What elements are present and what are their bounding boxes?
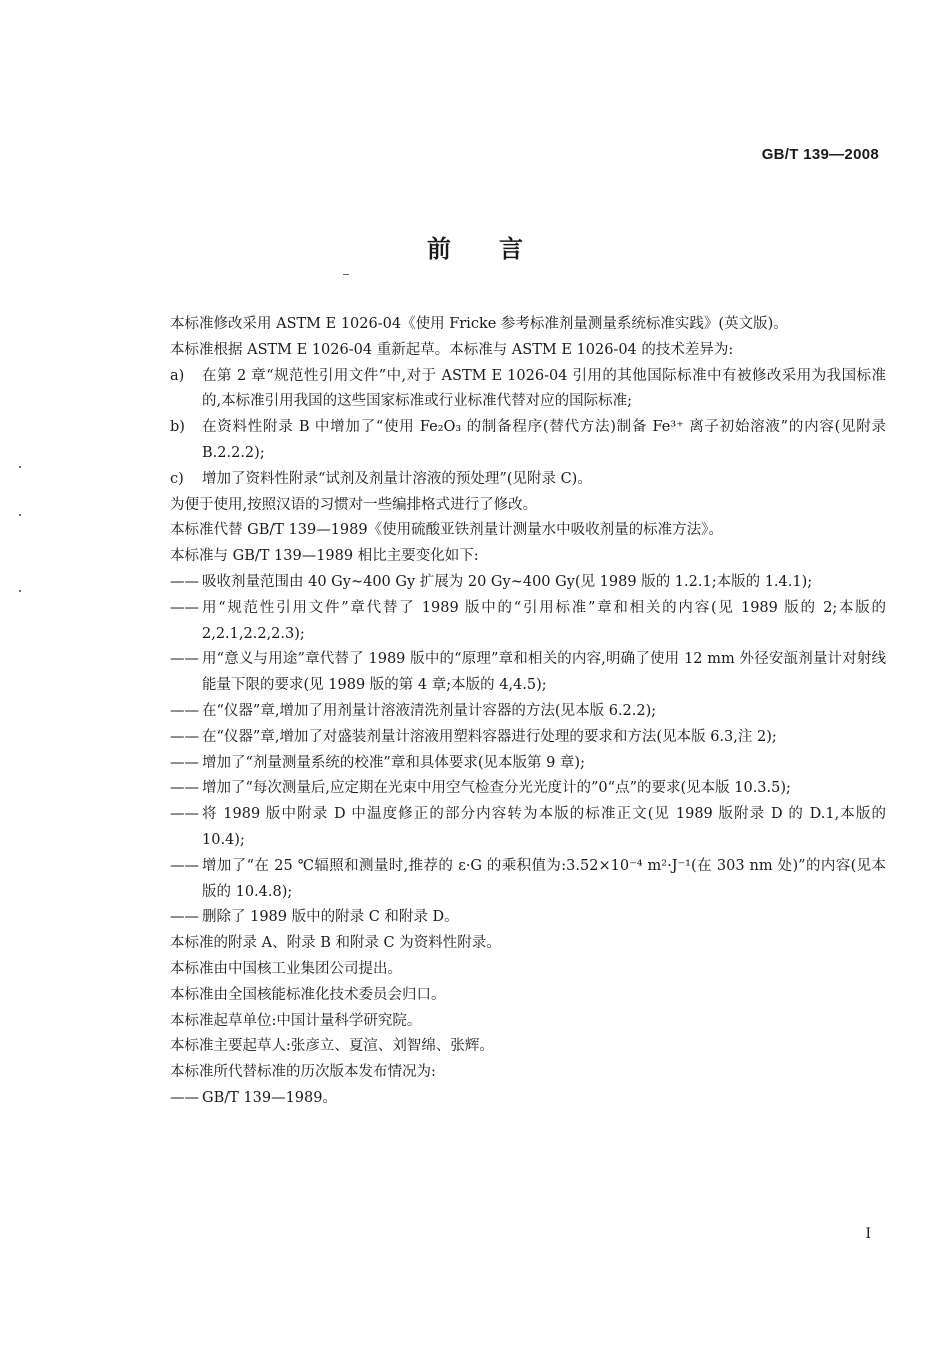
change-item [170, 802, 886, 854]
scan-speck [19, 590, 21, 592]
change-text: 增加了“在 25 ℃辐照和测量时,推荐的 ε·G 的乘积值为:3.52×10⁻⁴ m²·J⁻¹(在 303 nm 处)”的内容(见本版的 10.4.8); [202, 857, 886, 900]
page-title: 前言 [427, 235, 571, 263]
body-paragraph: 本标准与 GB/T 139—1989 相比主要变化如下: [170, 548, 479, 565]
dash-marker: —— [170, 702, 199, 719]
change-item [170, 725, 886, 751]
body-paragraph: 本标准所代替标准的历次版本发布情况为: [170, 1064, 436, 1081]
scan-mark [343, 274, 349, 275]
change-text: 吸收剂量范围由 40 Gy~400 Gy 扩展为 20 Gy~400 Gy(见 1989 版的 1.2.1;本版的 1.4.1); [202, 573, 813, 590]
page-number: I [865, 1226, 871, 1242]
dash-marker: —— [170, 599, 199, 616]
dash-marker: —— [170, 573, 199, 590]
intro-paragraph: 本标准根据 ASTM E 1026-04 重新起草。本标准与 ASTM E 1026-04 的技术差异为: [170, 341, 734, 358]
change-item [170, 905, 886, 931]
change-text: 在“仪器”章,增加了用剂量计溶液清洗剂量计容器的方法(见本版 6.2.2); [202, 702, 657, 719]
change-text: 将 1989 版中附录 D 中温度修正的部分内容转为本版的标准正文(见 1989 版附录 D 的 D.1,本版的 10.4); [202, 806, 886, 848]
standard-code: GB/T 139—2008 [761, 146, 879, 163]
change-item [170, 596, 886, 648]
change-text: 增加了“剂量测量系统的校准”章和具体要求(见本版第 9 章); [202, 754, 585, 771]
change-item [170, 776, 886, 802]
dash-marker: —— [170, 857, 199, 874]
dash-marker: —— [170, 728, 199, 745]
body-paragraph: 本标准由中国核工业集团公司提出。 [170, 960, 402, 977]
body-paragraph: 本标准的附录 A、附录 B 和附录 C 为资料性附录。 [170, 935, 501, 952]
change-text: 用“规范性引用文件”章代替了 1989 版中的“引用标准”章和相关的内容(见 1989 版的 2;本版的 2,2.1,2.2,2.3); [202, 599, 886, 642]
list-item-text: 增加了资料性附录“试剂及剂量计溶液的预处理”(见附录 C)。 [202, 470, 592, 487]
body-paragraph: 本标准代替 GB/T 139—1989《使用硫酸亚铁剂量计测量水中吸收剂量的标准方法》。 [170, 522, 723, 539]
body-paragraph: 本标准起草单位:中国计量科学研究院。 [170, 1012, 422, 1029]
intro-paragraph: 本标准修改采用 ASTM E 1026-04《使用 Fricke 参考标准剂量测量系统标准实践》(英文版)。 [170, 316, 788, 332]
list-marker: c) [170, 470, 184, 487]
change-item [170, 699, 886, 725]
list-marker: b) [170, 419, 185, 436]
list-item-text: 在资料性附录 B 中增加了“使用 Fe₂O₃ 的制备程序(替代方法)制备 Fe³⁺ 离子初始溶液”的内容(见附录 B.2.2.2); [202, 419, 886, 461]
difference-item [170, 364, 886, 416]
change-item [170, 570, 886, 596]
body-paragraph: 为便于使用,按照汉语的习惯对一些编排格式进行了修改。 [170, 496, 538, 513]
scan-speck [19, 514, 21, 516]
dash-marker: —— [170, 1089, 199, 1106]
dash-marker: —— [170, 754, 199, 771]
difference-item [170, 467, 886, 493]
dash-marker: —— [170, 909, 199, 926]
dash-marker: —— [170, 651, 199, 668]
document-body [170, 312, 886, 1112]
dash-marker: —— [170, 780, 199, 797]
change-item [170, 647, 886, 699]
change-text: 用“意义与用途”章代替了 1989 版中的“原理”章和相关的内容,明确了使用 12 mm 外径安瓿剂量计对射线能量下限的要求(见 1989 版的第 4 章;本版的 4,4.5); [202, 651, 886, 694]
change-item [170, 751, 886, 777]
body-paragraph: 本标准由全国核能标准化技术委员会归口。 [170, 986, 446, 1003]
scan-speck [19, 466, 21, 468]
change-text: 增加了“每次测量后,应定期在光束中用空气检查分光光度计的”0“点”的要求(见本版 10.3.5); [202, 780, 791, 797]
change-text: 在“仪器”章,增加了对盛装剂量计溶液用塑料容器进行处理的要求和方法(见本版 6.3,注 2); [202, 728, 777, 745]
list-item-text: 在第 2 章“规范性引用文件”中,对于 ASTM E 1026-04 引用的其他国际标准中有被修改采用为我国标准的,本标准引用我国的这些国家标准或行业标准代替对应的国际标准; [202, 367, 886, 410]
list-marker: a) [170, 367, 185, 384]
history-text: GB/T 139—1989。 [202, 1089, 337, 1106]
difference-item [170, 415, 886, 467]
dash-marker: —— [170, 806, 199, 823]
change-text: 删除了 1989 版中的附录 C 和附录 D。 [202, 909, 459, 926]
body-paragraph: 本标准主要起草人:张彦立、夏渲、刘智绵、张辉。 [170, 1038, 494, 1055]
change-item [170, 854, 886, 906]
history-item [170, 1086, 886, 1112]
